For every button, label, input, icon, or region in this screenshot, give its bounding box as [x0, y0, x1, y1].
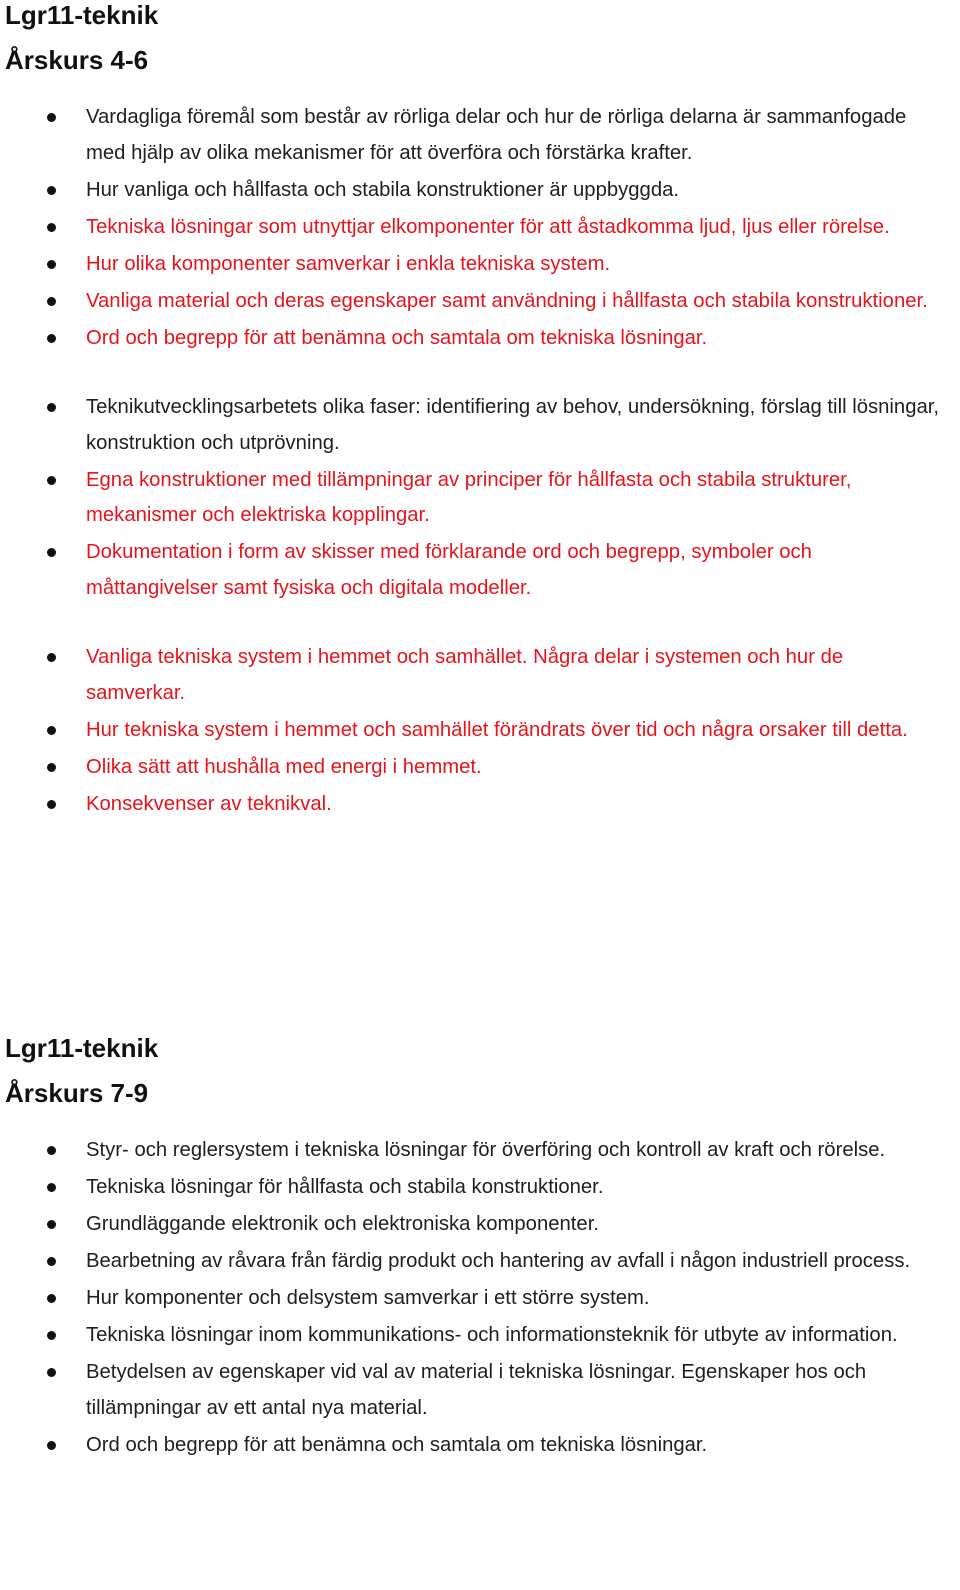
- section-title: Lgr11-teknik: [5, 1033, 159, 1063]
- list-item-text: Egna konstruktioner med tillämpningar av principer för hållfasta och stabila strukturer, mekanismer och elektriska kopplingar.: [86, 468, 852, 526]
- bullet-icon: [47, 1220, 56, 1229]
- bullet-icon: [47, 297, 56, 306]
- list-item-text: Grundläggande elektronik och elektroniska komponenter.: [86, 1213, 599, 1235]
- bullet-group-3: [5, 640, 950, 822]
- list-item-text: Hur vanliga och hållfasta och stabila konstruktioner är uppbyggda.: [86, 178, 680, 201]
- bullet-icon: [47, 800, 56, 809]
- list-item: [5, 390, 944, 461]
- list-item: [5, 1355, 944, 1426]
- list-item: [5, 1281, 944, 1317]
- bullet-icon: [47, 223, 56, 232]
- section-title: Lgr11-teknik: [5, 0, 159, 30]
- bullet-icon: [47, 763, 56, 772]
- list-item-text: Vardagliga föremål som består av rörliga delar och hur de rörliga delarna är sammanfogade med hjälp av olika mekanismer för att överföra och förstärka krafter.: [86, 106, 907, 164]
- list-item-text: Tekniska lösningar som utnyttjar elkomponenter för att åstadkomma ljud, ljus eller rörelse.: [86, 215, 890, 238]
- list-item: [5, 1244, 944, 1280]
- list-item-text: Bearbetning av råvara från färdig produkt och hantering av avfall i någon industriell process.: [86, 1250, 911, 1272]
- section-grades-7-9: [5, 1026, 950, 1465]
- list-item: [5, 100, 944, 171]
- list-item-text: Hur komponenter och delsystem samverkar i ett större system.: [86, 1287, 650, 1309]
- list-item: [5, 210, 944, 246]
- list-item: [5, 787, 944, 823]
- list-item: [5, 321, 944, 357]
- section-grades-4-6: [5, 0, 950, 824]
- list-item-text: Tekniska lösningar inom kommunikations- och informationsteknik för utbyte av information.: [86, 1324, 898, 1346]
- list-item-text: Vanliga material och deras egenskaper samt användning i hållfasta och stabila konstruktioner.: [86, 289, 928, 312]
- bullet-icon: [47, 1183, 56, 1192]
- list-item-text: Konsekvenser av teknikval.: [86, 792, 332, 815]
- bullet-group-1: [5, 100, 950, 356]
- bullet-icon: [47, 1146, 56, 1155]
- list-item: [5, 463, 944, 534]
- list-item: [5, 1170, 944, 1206]
- list-item-text: Olika sätt att hushålla med energi i hemmet.: [86, 755, 482, 778]
- bullet-icon: [47, 1441, 56, 1450]
- bullet-icon: [47, 260, 56, 269]
- section-subtitle: Årskurs 7-9: [5, 1078, 149, 1108]
- list-item: [5, 284, 944, 320]
- list-item-text: Hur tekniska system i hemmet och samhället förändrats över tid och några orsaker till detta.: [86, 718, 908, 741]
- list-item-text: Hur olika komponenter samverkar i enkla tekniska system.: [86, 252, 611, 275]
- bullet-group-1: [5, 1133, 950, 1463]
- list-item: [5, 713, 944, 749]
- bullet-icon: [47, 1294, 56, 1303]
- list-item-text: Tekniska lösningar för hållfasta och stabila konstruktioner.: [86, 1176, 604, 1198]
- bullet-icon: [47, 1368, 56, 1377]
- list-item-text: Ord och begrepp för att benämna och samtala om tekniska lösningar.: [86, 1433, 708, 1456]
- bullet-icon: [47, 403, 56, 412]
- bullet-icon: [47, 334, 56, 343]
- bullet-icon: [47, 186, 56, 195]
- list-item-text: Vanliga tekniska system i hemmet och samhället. Några delar i systemen och hur de samverkar.: [86, 646, 844, 704]
- list-item: [5, 1207, 944, 1243]
- bullet-icon: [47, 653, 56, 662]
- list-item-text: Dokumentation i form av skisser med förklarande ord och begrepp, symboler och måttangivelser samt fysiska och digitala modeller.: [86, 541, 812, 599]
- list-item: [5, 1133, 944, 1169]
- bullet-group-2: [5, 390, 950, 606]
- section-subtitle: Årskurs 4-6: [5, 45, 149, 75]
- list-item: [5, 173, 944, 209]
- bullet-icon: [47, 726, 56, 735]
- list-item: [5, 535, 944, 606]
- list-item: [5, 750, 944, 786]
- bullet-icon: [47, 1257, 56, 1266]
- bullet-icon: [47, 113, 56, 122]
- bullet-icon: [47, 1331, 56, 1340]
- list-item-text: Teknikutvecklingsarbetets olika faser: identifiering av behov, undersökning, förslag till lösningar, konstruktion och utprövning.: [86, 396, 940, 454]
- list-item-text: Styr- och reglersystem i tekniska lösningar för överföring och kontroll av kraft och rörelse.: [86, 1139, 886, 1161]
- bullet-icon: [47, 476, 56, 485]
- list-item: [5, 1318, 944, 1354]
- list-item-text: Ord och begrepp för att benämna och samtala om tekniska lösningar.: [86, 326, 708, 349]
- list-item: [5, 1428, 944, 1464]
- list-item: [5, 640, 944, 711]
- list-item-text: Betydelsen av egenskaper vid val av material i tekniska lösningar. Egenskaper hos och tillämpningar av ett antal nya material.: [86, 1361, 867, 1419]
- bullet-icon: [47, 548, 56, 557]
- list-item: [5, 247, 944, 283]
